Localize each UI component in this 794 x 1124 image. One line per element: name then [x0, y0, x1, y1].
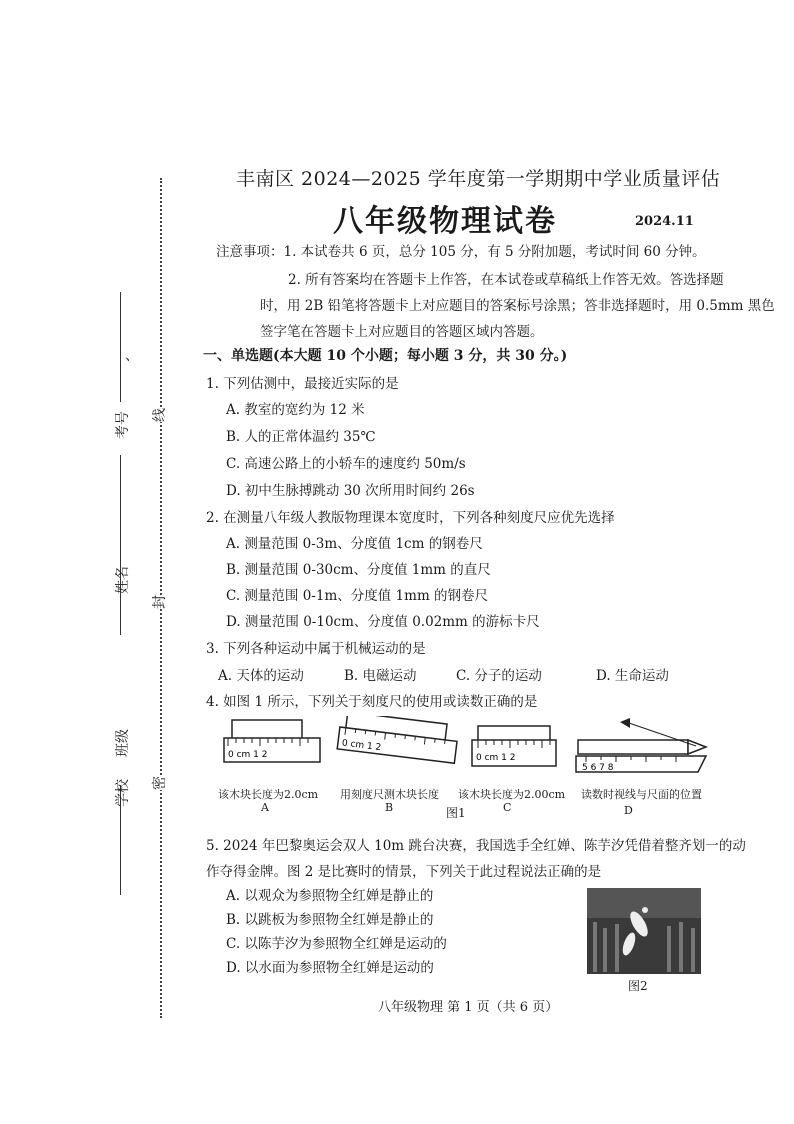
- question-1-stem: 1. 下列估测中，最接近实际的是: [206, 376, 399, 392]
- q1-option-a: A. 教室的宽约为 12 米: [226, 402, 365, 418]
- ruler-figure-c: [472, 726, 556, 766]
- question-4-stem: 4. 如图 1 所示，下列关于刻度尺的使用或读数正确的是: [206, 694, 538, 710]
- fig1-letter-b: B: [385, 801, 394, 814]
- notice-line-2: 2. 所有答案均在答题卡上作答，在本试卷或草稿纸上作答无效。答选择题: [288, 272, 724, 288]
- q5-option-d: D. 以水面为参照物全红婵是运动的: [226, 960, 434, 976]
- ruler-figure-a: [224, 720, 320, 762]
- q1-option-d: D. 初中生脉搏跳动 30 次所用时间约 26s: [226, 483, 475, 499]
- seal-char-xian: 线: [149, 408, 169, 422]
- notice-label: 注意事项：: [216, 244, 284, 260]
- q2-option-d: D. 测量范围 0-10cm、分度值 0.02mm 的游标卡尺: [226, 614, 540, 630]
- pencil-d: [578, 740, 688, 754]
- q1-option-b: B. 人的正常体温约 35℃: [226, 429, 376, 445]
- q2-option-c: C. 测量范围 0-1m、分度值 1mm 的钢卷尺: [226, 588, 489, 604]
- name-line: [120, 455, 121, 635]
- fig1-caption-a: 该木块长度为2.0cm: [218, 788, 319, 801]
- q3-option-c: C. 分子的运动: [456, 668, 542, 684]
- q3-option-b: B. 电磁运动: [344, 668, 417, 684]
- name-label: 姓名: [115, 566, 131, 594]
- exam-date: 2024.11: [635, 214, 694, 229]
- exam-subtitle: 丰南区 2024—2025 学年度第一学期期中学业质量评估: [236, 168, 721, 190]
- q5-option-c: C. 以陈芋汐为参照物全红婵是运动的: [226, 936, 447, 952]
- class-label: 班级: [115, 729, 131, 757]
- fig1-letter-c: C: [503, 801, 512, 814]
- figure-1-rulers: [216, 716, 716, 786]
- question-2-stem: 2. 在测量八年级人教版物理课本宽度时，下列各种刻度尺应优先选择: [206, 510, 615, 526]
- ruler-c-label: 0 cm 1 2: [476, 753, 516, 763]
- q3-option-a: A. 天体的运动: [218, 668, 304, 684]
- school-label: 学校: [115, 779, 131, 807]
- exam-number-label: 考号: [115, 411, 131, 439]
- fig1-letter-d: D: [624, 804, 633, 817]
- q2-option-b: B. 测量范围 0-30cm、分度值 1mm 的直尺: [226, 562, 491, 578]
- fig1-caption-b: 用刻度尺测木块长度: [340, 788, 439, 801]
- notice-line-4: 签字笔在答题卡上对应题目的答题区域内答题。: [260, 324, 544, 340]
- exam-title: 八年级物理试卷: [333, 204, 557, 239]
- notice-item-1: 1. 本试卷共 6 页，总分 105 分，有 5 分附加题，考试时间 60 分钟。: [283, 244, 706, 260]
- figure-2-label: 图2: [628, 979, 648, 993]
- fig1-caption-d: 读数时视线与尺面的位置: [581, 788, 702, 801]
- question-3-stem: 3. 下列各种运动中属于机械运动的是: [206, 641, 426, 657]
- seal-char-mi: 密: [149, 776, 169, 790]
- q1-option-c: C. 高速公路上的小轿车的速度约 50m/s: [226, 456, 466, 472]
- seal-char-feng: 封: [149, 595, 169, 609]
- figure-1-label: 图1: [446, 806, 466, 820]
- comma-mark: 、: [125, 348, 139, 364]
- q5-option-b: B. 以跳板为参照物全红婵是静止的: [226, 912, 434, 928]
- fig1-caption-c: 该木块长度为2.00cm: [458, 788, 566, 801]
- eye-icon: [620, 718, 630, 728]
- q5-option-a: A. 以观众为参照物全红婵是静止的: [226, 888, 434, 904]
- q2-option-a: A. 测量范围 0-3m、分度值 1cm 的钢卷尺: [226, 536, 483, 552]
- page-footer: 八年级物理 第 1 页（共 6 页）: [378, 1000, 559, 1015]
- ruler-a-label: 0 cm 1 2: [228, 750, 268, 760]
- notice-line-1: [216, 238, 706, 266]
- figure-2-photo: [587, 888, 701, 974]
- question-5-stem-line-2: 作夺得金牌。图 2 是比赛时的情景，下列关于此过程说法正确的是: [206, 864, 602, 880]
- fig1-letter-a: A: [261, 801, 269, 814]
- section-heading: 一、单选题(本大题 10 个小题；每小题 3 分，共 30 分。): [203, 348, 568, 364]
- ruler-b-label: 0 cm 1 2: [341, 738, 382, 754]
- notice-line-3: 时，用 2B 铅笔将答题卡上对应题目的答案标号涂黑；答非选择题时，用 0.5mm 黑色: [260, 298, 775, 314]
- q3-option-d: D. 生命运动: [596, 668, 669, 684]
- question-5-stem-line-1: 5. 2024 年巴黎奥运会双人 10m 跳台决赛，我国选手全红婵、陈芋汐凭借着整齐划一的动: [206, 838, 746, 854]
- ruler-figure-b: [337, 716, 459, 763]
- ruler-d-label: 5 6 7 8: [582, 763, 614, 773]
- exam-number-line: [120, 292, 121, 402]
- ruler-figure-d: [576, 718, 706, 773]
